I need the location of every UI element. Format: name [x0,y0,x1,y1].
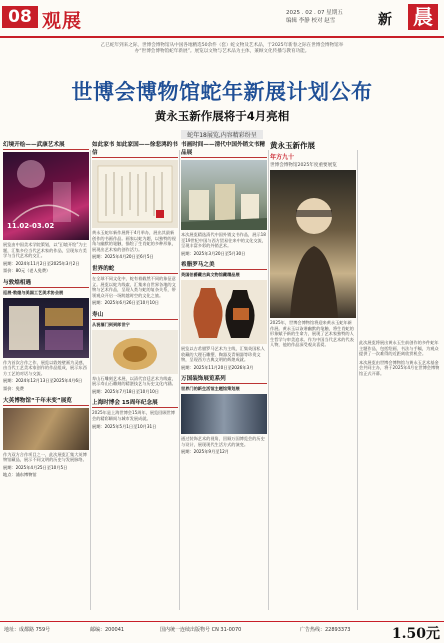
column-1 [3,140,89,478]
article-heading: 书画时间——清代中国外销文书精品展 [181,140,267,158]
exhibition-photo [181,394,267,434]
article-info: 展期：2025年6月26日至10月10日 [92,300,159,306]
article-heading: 上海时博会 15周年纪念展 [92,398,178,408]
feature-column [270,140,442,348]
article-body: 在全球不同文化中，蛇有着截然不同的象征意义。展览以蛇为线索，汇集来自世界各地的文物与艺术作品，呈现人类与蛇的复杂关系，带领观众开启一场跨越时空的文化之旅。 [92,275,176,298]
main-headline: 世博会博物馆蛇年新展计划公布 [71,79,373,104]
kicker-bar [0,130,444,139]
article-subheading: 从祝福门到到郎世宁 [92,321,130,327]
footer-address: 地址：成都路 759号 [4,627,51,633]
photo-caption: 11.02-03.02 [7,222,55,230]
editor-line: 编辑 李静 校对 赵雪 [286,18,336,24]
portrait-photo [270,170,356,318]
footer-ad-line: 广告热线：22893373 [300,627,351,633]
article-info: 展期：2024年12月13日至2025年4月6日 [3,378,83,384]
newspaper-logo [378,4,440,30]
exhibition-poster [3,298,89,358]
carving-photo [92,330,178,374]
letter-artwork [92,160,178,228]
article-subheading: 世界门的新生活馆主题馆策划展 [181,386,240,392]
feature-heading: 黄永玉新作展 [270,141,315,150]
column-divider [268,150,269,610]
article-info: 展期：2025年3月20日至5月30日 [181,250,246,256]
article-info: 票价：免费 [3,385,24,391]
date-block [286,9,376,25]
header-rule [0,36,444,38]
article-heading: 如此家书 如此家国——徐悲鸿的书信 [92,142,178,156]
article-subheading: 英国伯爵藏古典文物馆藏精品展 [181,272,240,278]
article-info: 票价：80元（老人免费） [3,268,51,274]
date-line: 2025 . 02 . 07 星期五 [286,10,343,16]
artwork-graphic [92,160,178,228]
section-title: 观展 [42,10,83,32]
article-subheading: 巡展·敦煌与美国工艺美术协会展 [3,289,64,295]
lead-paragraph: 乙巳蛇年到来之际，世博会博物馆从中国各地精选50余件（套）蛇文物及艺术品，于2025年新春之际在世博会博物馆举办“世博会博物馆蛇年新展”。展览以文物与艺术品为主体，兼顾文化传播与教育功能。 [100,43,344,55]
article-heading: 幻境开绘——武康艺术展 [3,140,89,150]
masthead [0,0,444,36]
article-info: 展期：2024年11月2日至2025年3月2日 [3,260,80,266]
article-info: 展期：2025年4月20日至6月5日 [92,254,154,260]
article-info: 展期：2025年7月18日至10月10日 [92,388,159,394]
portrait-graphic [270,170,356,318]
article-heading: 与敦煌相遇 [3,278,89,288]
painting-graphic [181,160,267,230]
carving-graphic [92,330,178,374]
export-painting [181,160,267,230]
article-body: 通过装饰艺术的视角，回顾万国博览会的历史与设计，展现现代生活方式的演变。 [181,435,265,447]
article-heading: 万国装饰展览系列 [181,374,267,384]
article-body: 黄永玉蛇年新作展将于4月举办，展出其最新创作的书画作品。画家以蛇为题，以独特的视角与幽默的笔触，描绘了生肖蛇的多种形象，展现出艺术家的创作活力。 [92,230,176,252]
article-body: 作为双方合作项目之一，此次展览汇集大英博物馆藏品，展示不同文明的历史与发展脉络。 [3,451,87,463]
article-heading: 寿山 [92,310,178,320]
article-info: 展期：2025年4月25日至10月5日 [3,464,68,470]
article-info: 展期：2025年9月至12月 [181,449,229,455]
article-info: 展期：2025年5月1日至10月31日 [92,423,157,429]
footer-postcode: 邮编：200041 [90,627,125,633]
column-5 [359,340,442,377]
column-divider [179,150,180,610]
footer-serial: 国内统一连续出版物号 CN 31-0070 [160,627,242,633]
article-body: 寿山石雕刻艺术展，以清代宫廷艺术为线索，展示寿山石雕刻的精湛技艺与历史文化内涵。 [92,375,176,387]
feature-tagline: 年方九十 [270,154,295,161]
column-3 [181,140,267,455]
article-info: 展期：2025年11月20日至2026年3月 [181,364,254,370]
article-body: 本次展览精选清代中国外销文书作品，展示18至19世纪中国与西方贸易往来中的文化交流，呈现丰富多彩的外销艺术。 [181,232,266,249]
vase-graphic [181,280,267,344]
logo-text-a: 新 [378,12,392,28]
vase-photo [181,280,267,344]
page-number: 08 [2,6,38,28]
page-footer [0,621,444,641]
exhibition-photo [3,408,89,450]
logo-text-b: 晨 [408,4,438,30]
feature-body-continued: 此次展览将展出黄永玉生前创作的多件蛇年主题作品，包括绘画、书法与手稿，为观众提供了一次难得的近距离欣赏机会。 [359,340,439,357]
sub-headline: 黄永玉新作展将于4月亮相 [154,109,290,123]
kicker-text: 蛇年18展览,内容精彩纷呈 [181,130,263,139]
exhibition-photo [3,152,89,240]
article-heading: 大英博物馆“千年未变”展览 [3,396,89,406]
feature-body: 2025年，世博会博物馆将迎来黄永玉蛇年新作展。黄永玉以诙谐幽默的笔触，将生肖蛇的形象赋予新的生命力，展现了艺术家独特的人生哲学与审美追求。作为中国当代艺术的代表人物，他的作品深受观众喜爱。 [270,320,354,348]
article-heading: 世界的蛇 [92,264,178,274]
article-body: 展览以古希腊罗马艺术为主线，汇集英国私人收藏的大理石雕塑、陶器及青铜器等珍贵文物，呈现西方古典文明的辉煌成就。 [181,345,265,363]
feature-note: 世博会博物馆2025年度重要展览 [270,163,337,168]
article-info: 地点：浦东博物馆 [3,472,37,478]
article-body: 作为首次合作之作，展览以敦煌壁画为灵感，由当代工艺美术家创作的作品组成，展示东西方工艺的对话与交流。 [3,359,87,376]
column-divider [90,150,91,610]
feature-body-continued: 本次展览由世博会博物馆与黄永玉艺术基金会共同主办，将于2025年4月在世博会博物馆正式开幕。 [359,359,440,376]
article-heading: 希腊罗马之美 [181,260,267,270]
column-2 [92,140,178,429]
article-body: 展览由中国美术学院策划，以“幻境开绘”为主题，汇集多位当代艺术家的作品，呈现东方美学与当代艺术的交汇。 [3,242,87,259]
price-label: 1.50元 [391,626,440,642]
article-body: 2025年是上海世博会15周年，展览回顾世博会的精彩瞬间与城市发展成就。 [92,410,175,421]
poster-graphic [3,298,89,358]
